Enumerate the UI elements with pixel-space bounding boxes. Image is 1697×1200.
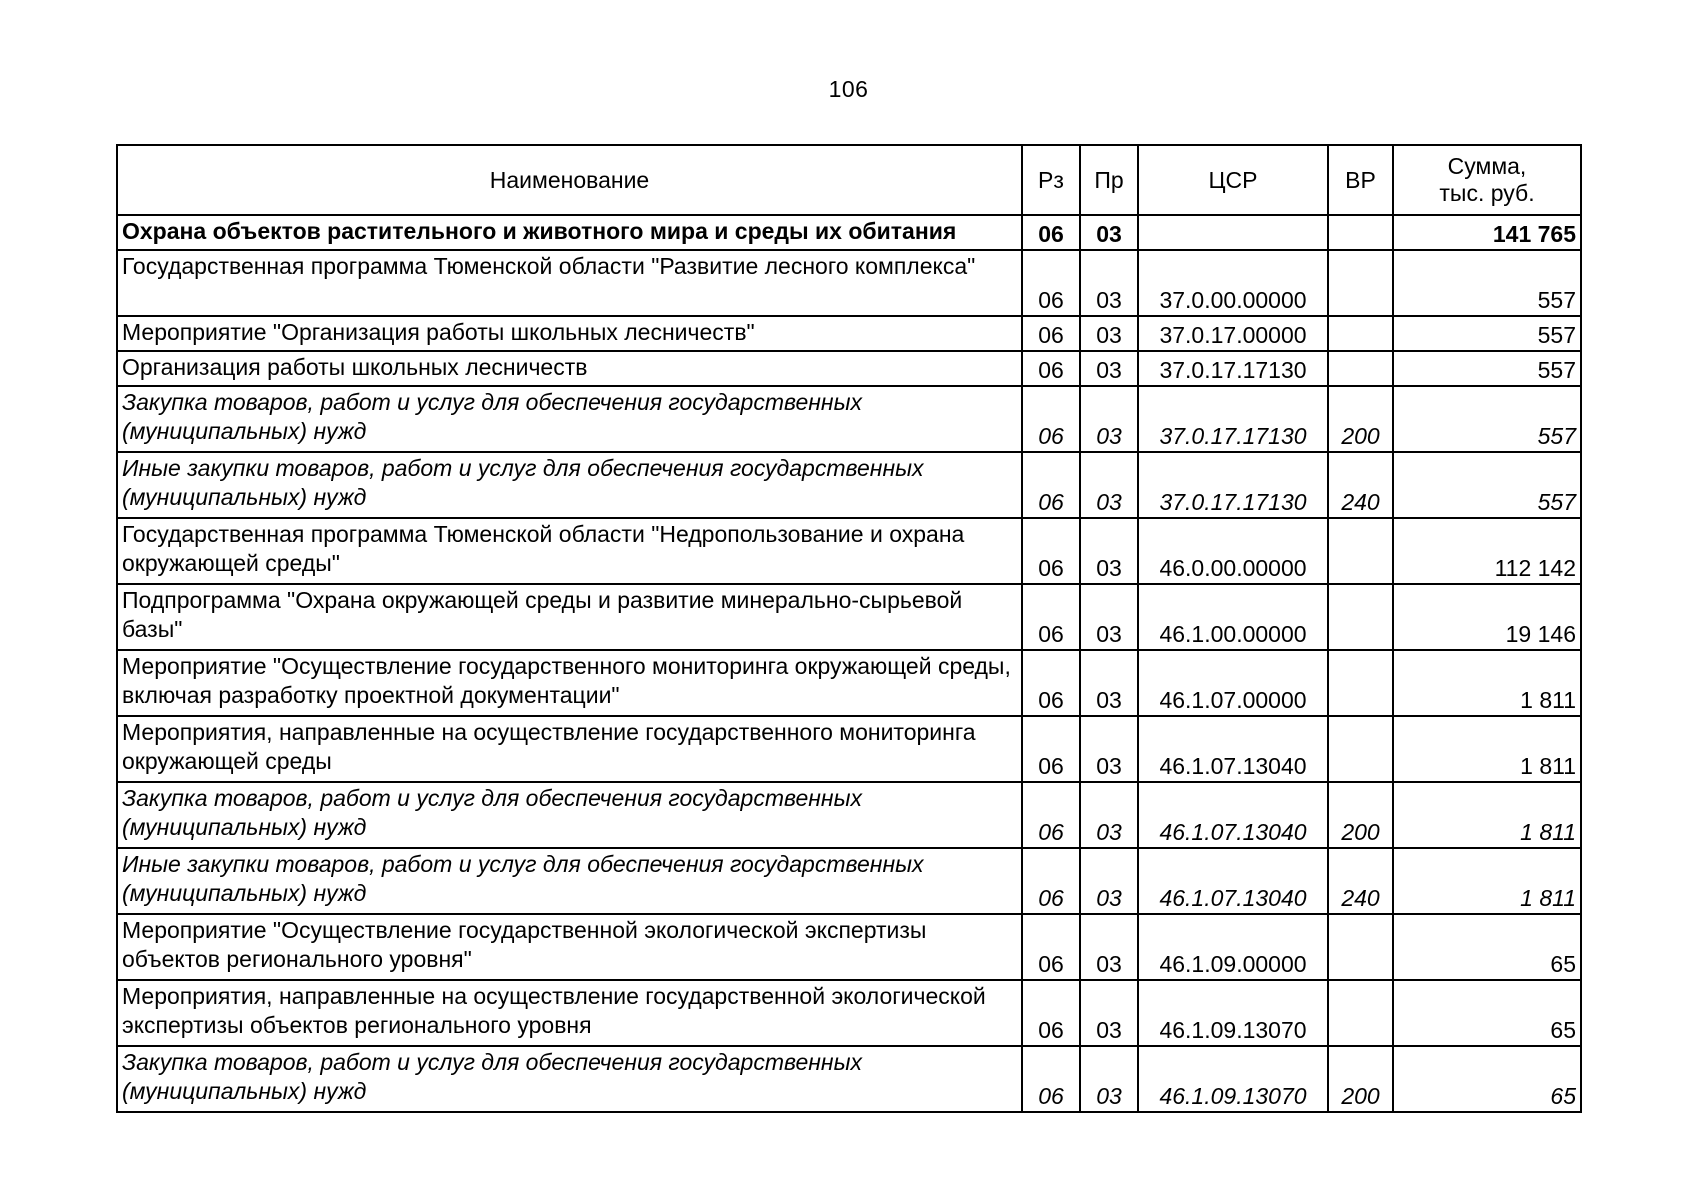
row-name: Иные закупки товаров, работ и услуг для обеспечения государственных (муниципальных) нужд <box>117 452 1022 518</box>
row-pr: 03 <box>1080 518 1138 584</box>
row-rz: 06 <box>1022 848 1080 914</box>
row-csr: 46.1.09.00000 <box>1138 914 1328 980</box>
table-row <box>117 215 1581 250</box>
row-csr: 46.1.09.13070 <box>1138 980 1328 1046</box>
row-name: Мероприятия, направленные на осуществление государственной экологической экспертизы объектов регионального уровня <box>117 980 1022 1046</box>
row-vr: 200 <box>1328 1046 1393 1112</box>
header-rz: Рз <box>1022 145 1080 215</box>
table-row <box>117 914 1581 980</box>
row-rz: 06 <box>1022 914 1080 980</box>
row-vr <box>1328 250 1393 316</box>
row-rz: 06 <box>1022 1046 1080 1112</box>
row-vr <box>1328 316 1393 351</box>
row-csr: 46.1.07.13040 <box>1138 716 1328 782</box>
row-vr <box>1328 914 1393 980</box>
row-vr: 240 <box>1328 848 1393 914</box>
row-vr <box>1328 584 1393 650</box>
row-csr: 37.0.17.17130 <box>1138 452 1328 518</box>
row-sum: 65 <box>1393 1046 1581 1112</box>
row-rz: 06 <box>1022 386 1080 452</box>
row-pr: 03 <box>1080 716 1138 782</box>
row-pr: 03 <box>1080 980 1138 1046</box>
table-row <box>117 782 1581 848</box>
row-csr: 37.0.17.00000 <box>1138 316 1328 351</box>
row-vr <box>1328 215 1393 250</box>
row-csr: 46.1.07.13040 <box>1138 848 1328 914</box>
row-rz: 06 <box>1022 316 1080 351</box>
row-sum: 1 811 <box>1393 716 1581 782</box>
table-row <box>117 351 1581 386</box>
row-sum: 557 <box>1393 316 1581 351</box>
header-sum <box>1393 145 1581 215</box>
row-name: Мероприятия, направленные на осуществление государственного мониторинга окружающей среды <box>117 716 1022 782</box>
table-row <box>117 1046 1581 1112</box>
row-vr: 200 <box>1328 386 1393 452</box>
row-vr: 200 <box>1328 782 1393 848</box>
row-csr: 46.1.00.00000 <box>1138 584 1328 650</box>
table-row <box>117 386 1581 452</box>
row-pr: 03 <box>1080 1046 1138 1112</box>
row-name: Закупка товаров, работ и услуг для обеспечения государственных (муниципальных) нужд <box>117 782 1022 848</box>
row-name: Иные закупки товаров, работ и услуг для обеспечения государственных (муниципальных) нужд <box>117 848 1022 914</box>
row-rz: 06 <box>1022 518 1080 584</box>
row-csr: 46.1.07.00000 <box>1138 650 1328 716</box>
row-vr <box>1328 980 1393 1046</box>
row-csr <box>1138 215 1328 250</box>
header-pr: Пр <box>1080 145 1138 215</box>
row-sum: 141 765 <box>1393 215 1581 250</box>
row-vr <box>1328 650 1393 716</box>
row-pr: 03 <box>1080 351 1138 386</box>
header-sum-line2: тыс. руб. <box>1439 180 1535 206</box>
row-vr <box>1328 518 1393 584</box>
row-rz: 06 <box>1022 250 1080 316</box>
table-row <box>117 848 1581 914</box>
row-rz: 06 <box>1022 716 1080 782</box>
row-rz: 06 <box>1022 351 1080 386</box>
row-rz: 06 <box>1022 584 1080 650</box>
table-row <box>117 584 1581 650</box>
row-pr: 03 <box>1080 650 1138 716</box>
table-row <box>117 316 1581 351</box>
row-sum: 557 <box>1393 351 1581 386</box>
header-sum-line1: Сумма, <box>1447 153 1527 179</box>
budget-table <box>116 144 1582 1113</box>
row-pr: 03 <box>1080 215 1138 250</box>
row-pr: 03 <box>1080 848 1138 914</box>
header-vr: ВР <box>1328 145 1393 215</box>
row-sum: 557 <box>1393 386 1581 452</box>
row-name: Закупка товаров, работ и услуг для обеспечения государственных (муниципальных) нужд <box>117 1046 1022 1112</box>
row-rz: 06 <box>1022 452 1080 518</box>
row-pr: 03 <box>1080 452 1138 518</box>
row-csr: 37.0.17.17130 <box>1138 386 1328 452</box>
row-rz: 06 <box>1022 650 1080 716</box>
row-sum: 1 811 <box>1393 782 1581 848</box>
table-row <box>117 518 1581 584</box>
row-vr <box>1328 351 1393 386</box>
row-sum: 65 <box>1393 980 1581 1046</box>
row-csr: 46.1.07.13040 <box>1138 782 1328 848</box>
row-name: Подпрограмма "Охрана окружающей среды и развитие минерально-сырьевой базы" <box>117 584 1022 650</box>
row-sum: 1 811 <box>1393 650 1581 716</box>
row-sum: 65 <box>1393 914 1581 980</box>
header-csr: ЦСР <box>1138 145 1328 215</box>
row-rz: 06 <box>1022 980 1080 1046</box>
row-pr: 03 <box>1080 782 1138 848</box>
row-name: Мероприятие "Организация работы школьных лесничеств" <box>117 316 1022 351</box>
row-rz: 06 <box>1022 215 1080 250</box>
row-csr: 37.0.17.17130 <box>1138 351 1328 386</box>
row-name: Государственная программа Тюменской области "Недропользование и охрана окружающей среды" <box>117 518 1022 584</box>
row-name: Мероприятие "Осуществление государственной экологической экспертизы объектов регионального уровня" <box>117 914 1022 980</box>
row-name: Охрана объектов растительного и животного мира и среды их обитания <box>117 215 1022 250</box>
row-sum: 112 142 <box>1393 518 1581 584</box>
row-pr: 03 <box>1080 250 1138 316</box>
row-sum: 557 <box>1393 452 1581 518</box>
page-number: 106 <box>828 76 869 102</box>
header-name: Наименование <box>117 145 1022 215</box>
row-sum: 19 146 <box>1393 584 1581 650</box>
row-sum: 1 811 <box>1393 848 1581 914</box>
row-csr: 46.0.00.00000 <box>1138 518 1328 584</box>
row-vr: 240 <box>1328 452 1393 518</box>
table-row <box>117 452 1581 518</box>
table-row <box>117 980 1581 1046</box>
table-row <box>117 650 1581 716</box>
row-pr: 03 <box>1080 914 1138 980</box>
row-rz: 06 <box>1022 782 1080 848</box>
table-row <box>117 250 1581 316</box>
row-vr <box>1328 716 1393 782</box>
row-sum: 557 <box>1393 250 1581 316</box>
row-pr: 03 <box>1080 584 1138 650</box>
row-name: Организация работы школьных лесничеств <box>117 351 1022 386</box>
row-pr: 03 <box>1080 316 1138 351</box>
table-header-row <box>117 145 1581 215</box>
row-name: Мероприятие "Осуществление государственного мониторинга окружающей среды, включая разработку проектной документации" <box>117 650 1022 716</box>
row-csr: 46.1.09.13070 <box>1138 1046 1328 1112</box>
row-pr: 03 <box>1080 386 1138 452</box>
row-csr: 37.0.00.00000 <box>1138 250 1328 316</box>
row-name: Государственная программа Тюменской области "Развитие лесного комплекса" <box>117 250 1022 316</box>
table-row <box>117 716 1581 782</box>
row-name: Закупка товаров, работ и услуг для обеспечения государственных (муниципальных) нужд <box>117 386 1022 452</box>
